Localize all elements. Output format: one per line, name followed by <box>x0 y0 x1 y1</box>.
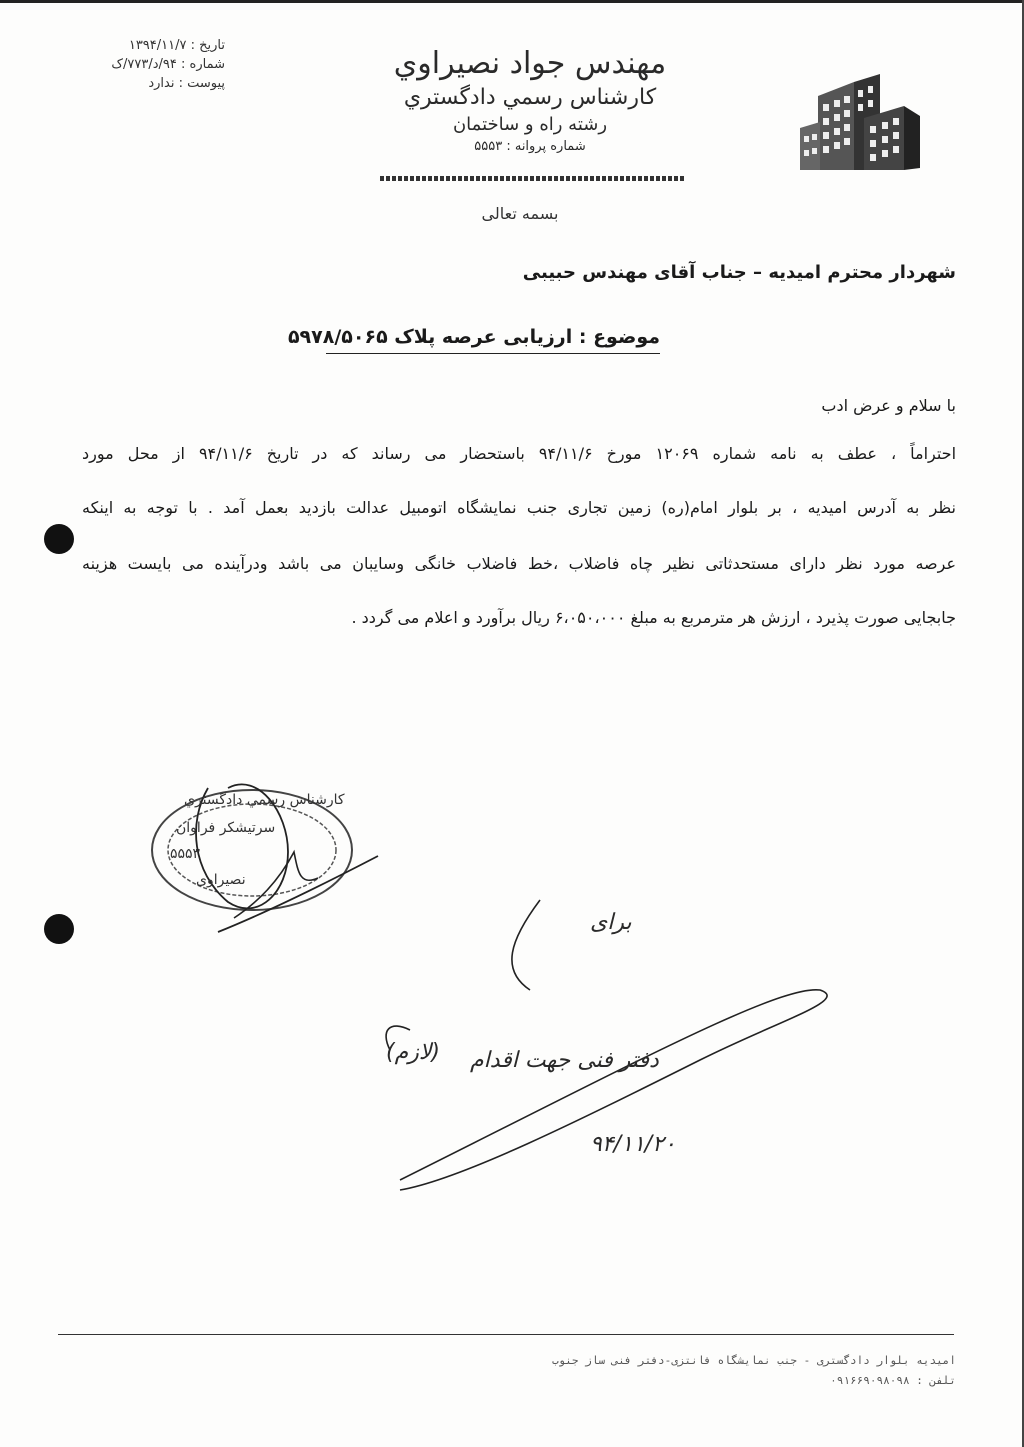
engineer-name: مهندس جواد نصیراوي <box>393 46 667 81</box>
letter-meta <box>60 36 225 93</box>
note-line-1: برای <box>590 910 632 935</box>
seal-number: ۵۵۵۳ <box>170 846 201 862</box>
engineer-title: كارشناس رسمي دادگستري <box>403 85 657 110</box>
subject-line <box>287 326 660 348</box>
body-line: نظر به آدرس امیدیه ، بر بلوار امام(ره) زمین تجاری جنب نمایشگاه اتومبیل عدالت بازدید بعمل آمد . با توجه به اینکه <box>82 498 956 517</box>
body-line: احتراماً ، عطف به نامه شماره ۱۲۰۶۹ مورخ ۹۴/۱۱/۶ باستحضار می رساند که در تاریخ ۹۴/۱۱/۶ از محل مورد <box>82 444 957 463</box>
seal-ring-text: كارشناس رسمي دادگستري <box>184 792 345 808</box>
footer-address: امیدیه بلوار دادگستری - جنب نمایشگاه فانتزی-دفتر فنی ساز جنوب <box>552 1354 956 1367</box>
engineer-field: رشته راه و ساختمان <box>452 114 608 135</box>
subject-underline <box>326 353 660 354</box>
note-date: ۹۴/۱۱/۲۰ <box>590 1132 676 1157</box>
letter-number: شماره : ۹۴/د/۷۷۳/ک <box>111 57 225 72</box>
license-number: شماره پروانه : ۵۵۵۳ <box>474 139 586 154</box>
letter-attachment: پیوست : ندارد <box>148 76 225 91</box>
note-line-2: دفتر فنی جهت اقدام <box>470 1048 659 1073</box>
addressee: شهردار محترم امیدیه – جناب آقای مهندس حبیبی <box>522 262 956 283</box>
punch-hole <box>44 524 74 554</box>
subject-text: : ارزیابی عرصه پلاک ۵۹۷۸/۵۰۶۵ <box>287 326 594 348</box>
note-line-3: (لازم) <box>386 1040 440 1065</box>
seal-name: سرتیشکر فراوان <box>176 820 276 836</box>
subject-label: موضوع <box>593 326 660 348</box>
footer-phone: تلفن : ۰۹۱۶۶۹۰۹۸۰۹۸ <box>830 1374 956 1387</box>
body-line: جابجایی صورت پذیرد ، ارزش هر مترمربع به مبلغ ۶،۰۵۰،۰۰۰ ریال برآورد و اعلام می گردد . <box>351 608 956 627</box>
body-line: عرصه مورد نظر دارای مستحدثاتی نظیر چاه فاضلاب ،خط فاضلاب خانگی وسایبان می باشد ودرآینده می بایست هزینه <box>82 554 956 573</box>
invocation: بسمه تعالی <box>481 204 559 223</box>
scan-top-edge <box>0 0 1024 3</box>
letter-date: تاریخ : ۱۳۹۴/۱۱/۷ <box>128 38 225 53</box>
punch-hole <box>44 914 74 944</box>
building-logo-icon <box>796 66 926 174</box>
greeting: با سلام و عرض ادب <box>821 396 956 415</box>
footer-rule <box>58 1334 954 1335</box>
letterhead <box>370 44 690 156</box>
seal-owner: نصیراوی <box>196 872 246 888</box>
letterhead-rule <box>380 176 686 181</box>
